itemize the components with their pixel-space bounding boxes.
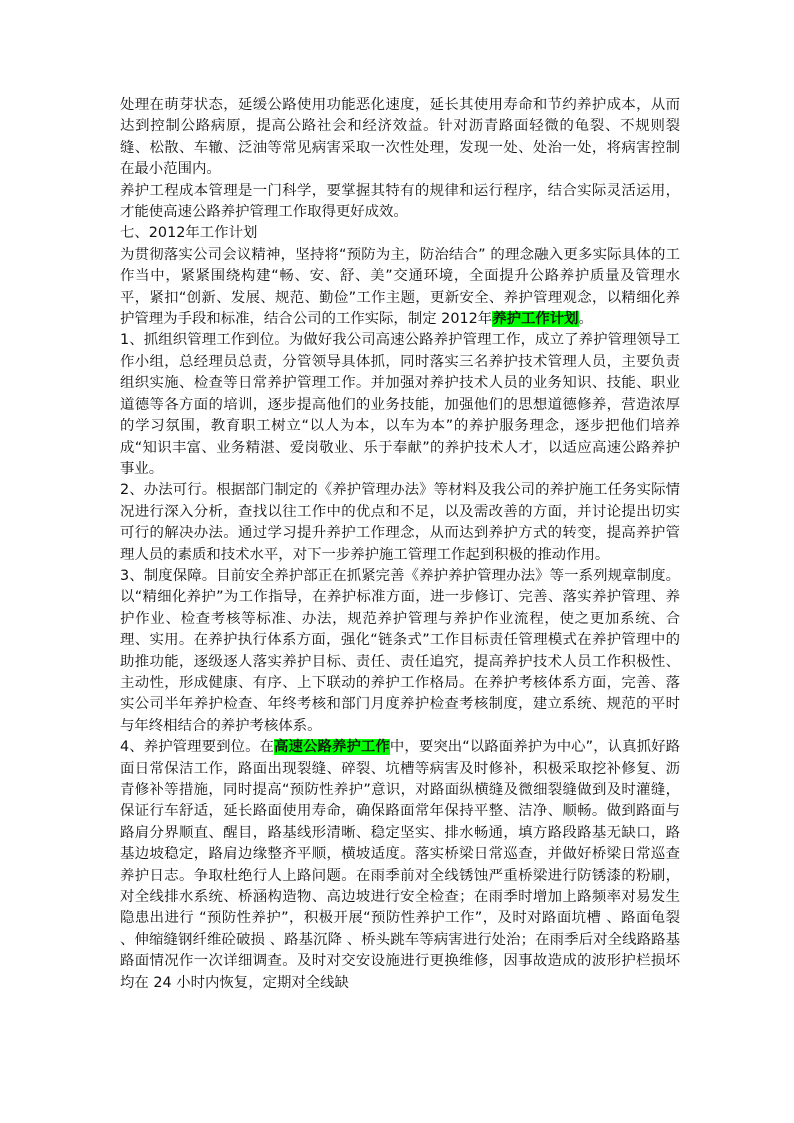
- highlighted-keyword: 高速公路养护工作: [274, 739, 390, 756]
- item-4-lead: 4、养护管理要到位。在: [120, 739, 275, 756]
- paragraph-item-3: 3、制度保障。目前安全养护部正在抓紧完善《养护养护管理办法》等一系列规章制度。以“精细化养护”为工作指导，在养护标准方面，进一步修订、完善、落实养护管理、养护作业、检查考核等标准、办法，规范养护管理与养护作业流程，使之更加系统、合理、实用。在养护执行体系方面，强化“链条式”工作目标责任管理模式在养护管理中的助推功能，逐级逐人落实养护目标、责任、责任追究，提高养护技术人员工作积极性、主动性，形成健康、有序、上下联动的养护工作格局。在养护考核体系方面，完善、落实公司半年养护检查、年终考核和部门月度养护检查考核制度，建立系统、规范的平时与年终相结合的养护考核体系。: [120, 567, 680, 734]
- paragraph-item-1: 1、抓组织管理工作到位。为做好我公司高速公路养护管理工作，成立了养护管理领导工作小组，总经理员总责，分管领导具体抓，同时落实三名养护技术管理人员，主要负责组织实施、检查等日常养护管理工作。并加强对养护技术人员的业务知识、技能、职业道德等各方面的培训，逐步提高他们的业务技能，加强他们的思想道德修养，营造浓厚的学习氛围，教育职工树立“以人为本，以车为本”的养护服务理念，逐步把他们培养成“知识丰富、业务精湛、爱岗敬业、乐于奉献”的养护技术人才，以适应高速公路养护事业。: [120, 332, 680, 477]
- paragraph-item-4: [120, 737, 680, 994]
- section-heading: 七、2012年工作计划: [120, 225, 258, 242]
- paragraph-plan-overview: [120, 245, 680, 331]
- paragraph-intro: 处理在萌芽状态，延缓公路使用功能恶化速度，延长其使用寿命和节约养护成本，从而达到控制公路病原，提高公路社会和经济效益。针对沥青路面轻微的龟裂、不规则裂缝、松散、车辙、泛油等常见病害采取一次性处理，发现一处、处治一处，将病害控制在最小范围内。: [120, 97, 680, 178]
- plan-overview-text: 为贯彻落实公司会议精神，坚持将“预防为主，防治结合” 的理念融入更多实际具体的工作当中，紧紧围绕构建“畅、安、舒、美”交通环境，全面提升公路养护质量及管理水平，紧扣“创新、发展、规范、勤俭”工作主题，更新安全、养护管理观念，以精细化养护管理为手段和标准，结合公司的工作实际，制定 2012年: [120, 246, 680, 328]
- document-body: [120, 95, 680, 994]
- plan-overview-tail: 。: [578, 311, 593, 328]
- item-4-body: 中，要突出“以路面养护为中心”，认真抓好路面日常保洁工作，路面出现裂缝、碎裂、坑槽等病害及时修补，积极采取挖补修复、沥青修补等措施，同时提高“预防性养护”意识，对路面纵横缝及微细裂缝做到及时灌缝，保证行车舒适，延长路面使用寿命，确保路面常年保持平整、洁净、顺畅。做到路面与路肩分界顺直、醒目，路基线形清晰、稳定坚实、排水畅通，填方路段路基无缺口，路基边坡稳定，路肩边缘整齐平顺，横坡适度。落实桥梁日常巡查，并做好桥梁日常巡查养护日志。争取杜绝行人上路问题。在雨季前对全线锈蚀严重桥梁进行防锈漆的粉刷，对全线排水系统、桥涵构造物、高边坡进行安全检查；在雨季时增加上路频率对易发生隐患出进行 “预防性养护”，积极开展“预防性养护工作”，及时对路面坑槽 、路面龟裂 、伸缩缝钢纤维砼破损 、路基沉降 、桥头跳车等病害进行处治；在雨季后对全线路路基路面情况作一次详细调查。及时对交安设施进行更换维修，因事故造成的波形护栏损坏均在 24 小时内恢复，定期对全线缺: [120, 739, 680, 991]
- paragraph-item-2: 2、办法可行。根据部门制定的《养护管理办法》等材料及我公司的养护施工任务实际情况进行深入分析，查找以往工作中的优点和不足，以及需改善的方面，并讨论提出切实可行的解决办法。通过学习提升养护工作理念，从而达到养护方式的转变，提高养护管理人员的素质和技术水平，对下一步养护施工管理工作起到积极的推动作用。: [120, 482, 680, 563]
- paragraph-cost-management: 养护工程成本管理是一门科学，要掌握其特有的规律和运行程序，结合实际灵活运用，才能使高速公路养护管理工作取得更好成效。: [120, 182, 680, 221]
- highlighted-keyword: 养护工作计划: [492, 311, 579, 328]
